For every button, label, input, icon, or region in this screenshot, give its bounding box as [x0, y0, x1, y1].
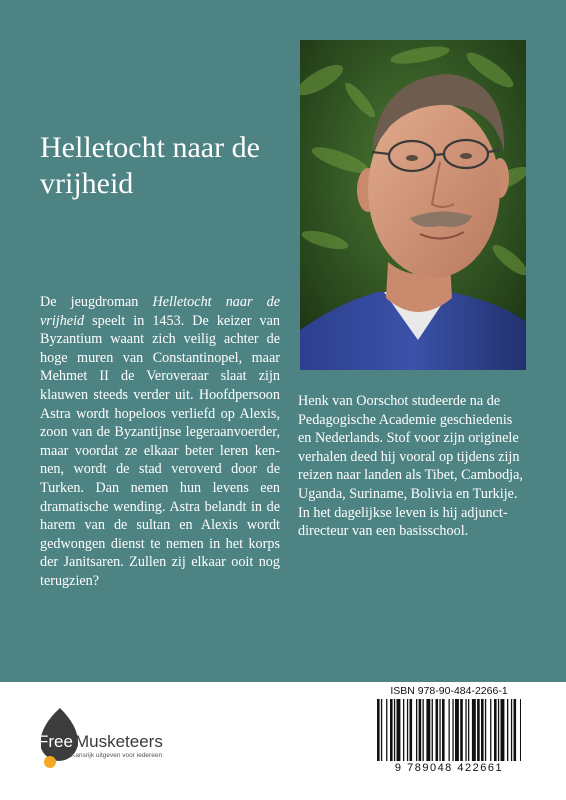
barcode-bar	[514, 699, 517, 761]
publisher-name-musketeers: Musketeers	[74, 732, 163, 751]
bio-paragraph: Henk van Oorschot studeerde na de Pedagogische Academie geschiedenis en Nederlands. Stof voor zijn originele verhalen deed hij vooral op tijdens zijn reizen naar landen als Tibet, Cambodja, Uganda, Suriname, Bolivia en Turkije.	[298, 393, 523, 502]
barcode-bar	[472, 699, 476, 761]
bio-paragraph: In het dagelijkse leven is hij adjunctdirecteur van een basisschool.	[298, 504, 508, 540]
barcode-bar	[381, 699, 382, 761]
barcode-bar	[501, 699, 505, 761]
barcode-bar	[410, 699, 413, 761]
blurb-title-italic: Helletocht naar de vrijheid	[40, 294, 280, 329]
barcode-bar	[377, 699, 380, 761]
barcode-bar	[442, 699, 445, 761]
barcode-bar	[507, 699, 508, 761]
barcode-bar	[390, 699, 393, 761]
barcode-bar	[477, 699, 480, 761]
isbn-label: ISBN 978-90-484-2266-1	[390, 685, 508, 697]
barcode-bar	[465, 699, 466, 761]
barcode-bar	[494, 699, 497, 761]
barcode-bar	[498, 699, 499, 761]
publisher-tagline: Kansrijk uitgeven voor iedereen	[71, 752, 163, 759]
barcode-bar	[520, 699, 521, 761]
author-photo	[300, 40, 526, 370]
barcode-bar	[403, 699, 404, 761]
barcode-bar	[490, 699, 491, 761]
barcode-bar	[452, 699, 453, 761]
barcode-bar	[419, 699, 422, 761]
blurb-text-start: De jeugdroman	[40, 294, 153, 310]
publisher-name	[38, 732, 163, 752]
publisher-name-free: Free	[38, 732, 73, 751]
barcode-bar	[397, 699, 401, 761]
barcode	[369, 682, 529, 780]
barcode-bar	[455, 699, 459, 761]
book-blurb	[40, 293, 280, 591]
barcode-bar	[468, 699, 469, 761]
barcode-bar	[449, 699, 450, 761]
barcode-bar	[439, 699, 440, 761]
barcode-bar	[407, 699, 408, 761]
author-bio	[298, 392, 526, 541]
barcode-bar	[432, 699, 433, 761]
barcode-bar	[511, 699, 512, 761]
barcode-bar	[485, 699, 486, 761]
barcode-bar	[423, 699, 424, 761]
ean-number: 9 789048 422661	[394, 762, 504, 774]
barcode-bar	[416, 699, 417, 761]
barcode-bar	[426, 699, 430, 761]
barcode-bar	[436, 699, 439, 761]
barcode-bar	[460, 699, 463, 761]
barcode-bar	[394, 699, 395, 761]
barcode-bars	[377, 699, 521, 761]
blurb-text-rest: speelt in 1453. De keizer van Byzantium waant zich veilig achter de hoge muren van Constantinopel, maar Mehmet II de Veroveraar slaat zijn klauwen steeds verder uit. Hoofdpersoon Astra wordt hopeloos verliefd op Alexis, zoon van de Byzantijnse legeraanvoerder, maar voordat ze elkaar beter leren kennen, wordt de stad veroverd door de Turken. Dan nemen hun levens een dramatische wending. Astra belandt in de harem van de sultan en Alexis wordt gedwongen dienst te nemen in het korps der Janitsaren. Zullen zij elkaar ooit nog terugzien?	[40, 312, 280, 589]
publisher-logo	[38, 706, 198, 770]
barcode-bar	[386, 699, 387, 761]
book-title: Helletocht naar de vrijheid	[40, 131, 260, 200]
barcode-bar	[481, 699, 484, 761]
